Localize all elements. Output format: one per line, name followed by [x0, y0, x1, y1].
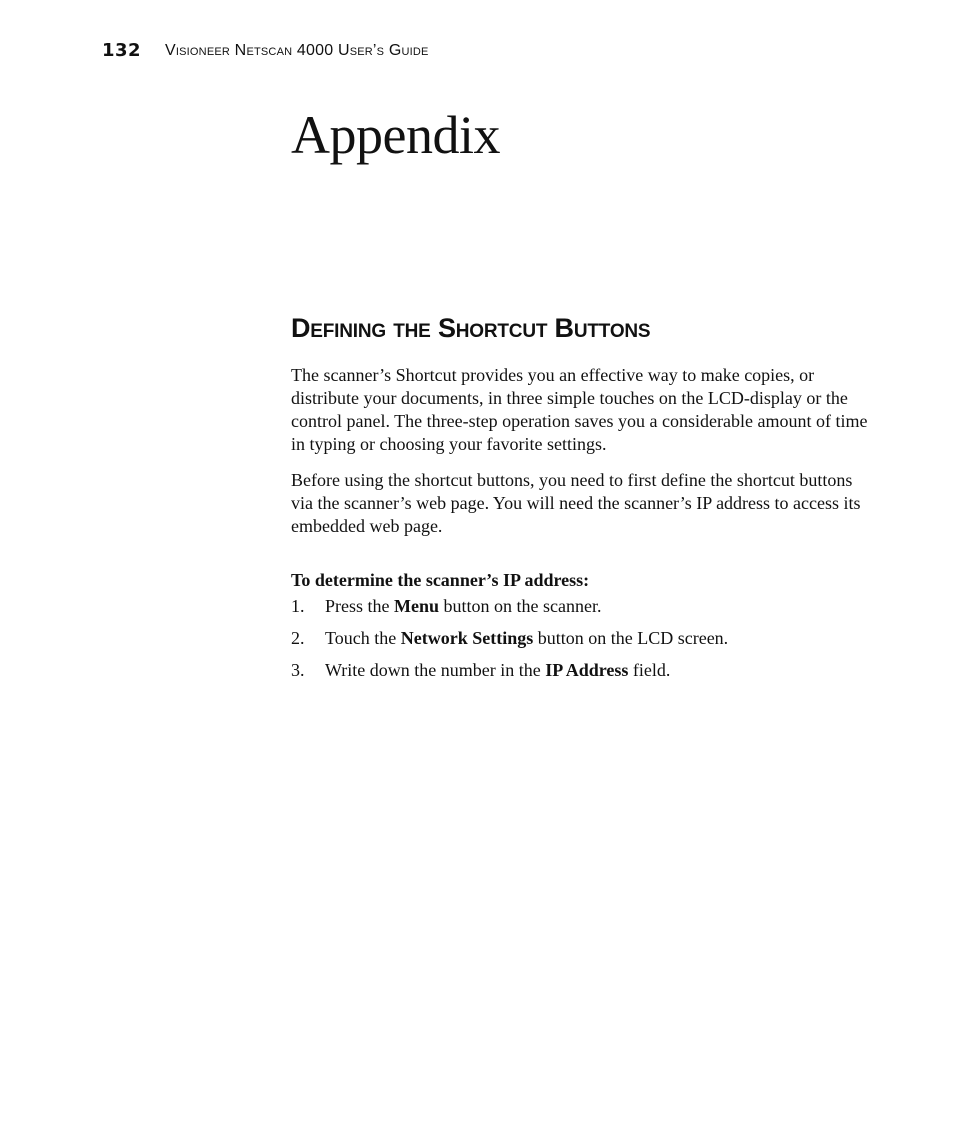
section-heading: Defining the Shortcut Buttons — [291, 313, 651, 343]
procedure-heading: To determine the scanner’s IP address: — [291, 570, 590, 590]
step-text: field. — [628, 660, 671, 680]
page-number: 132 — [102, 40, 142, 61]
step-number: 3. — [291, 660, 305, 680]
step-number: 1. — [291, 596, 305, 616]
procedure-step — [291, 659, 871, 682]
step-text: button on the scanner. — [439, 596, 602, 616]
step-ui-term: Menu — [394, 596, 439, 616]
section-body — [291, 364, 871, 691]
step-text: Write down the number in the — [325, 660, 546, 680]
body-paragraph: The scanner’s Shortcut provides you an effective way to make copies, or distribute your documents, in three simple touches on the LCD-display or the control panel. The three-step operation saves you a considerable amount of time in typing or choosing your favorite settings. — [291, 365, 868, 454]
step-ui-term: Network Settings — [400, 628, 534, 648]
procedure-step — [291, 595, 871, 618]
step-text: Touch the — [325, 628, 401, 648]
step-number: 2. — [291, 628, 305, 648]
body-paragraph: Before using the shortcut buttons, you need to first define the shortcut buttons via the scanner’s web page. You will need the scanner’s IP address to access its embedded web page. — [291, 470, 861, 536]
procedure-step — [291, 627, 871, 650]
step-ui-term: IP Address — [545, 660, 629, 680]
step-text: Press the — [325, 596, 394, 616]
chapter-title: Appendix — [291, 105, 500, 165]
step-text: button on the LCD screen. — [533, 628, 729, 648]
procedure-steps — [291, 595, 871, 682]
running-title: Visioneer Netscan 4000 User’s Guide — [165, 42, 429, 59]
